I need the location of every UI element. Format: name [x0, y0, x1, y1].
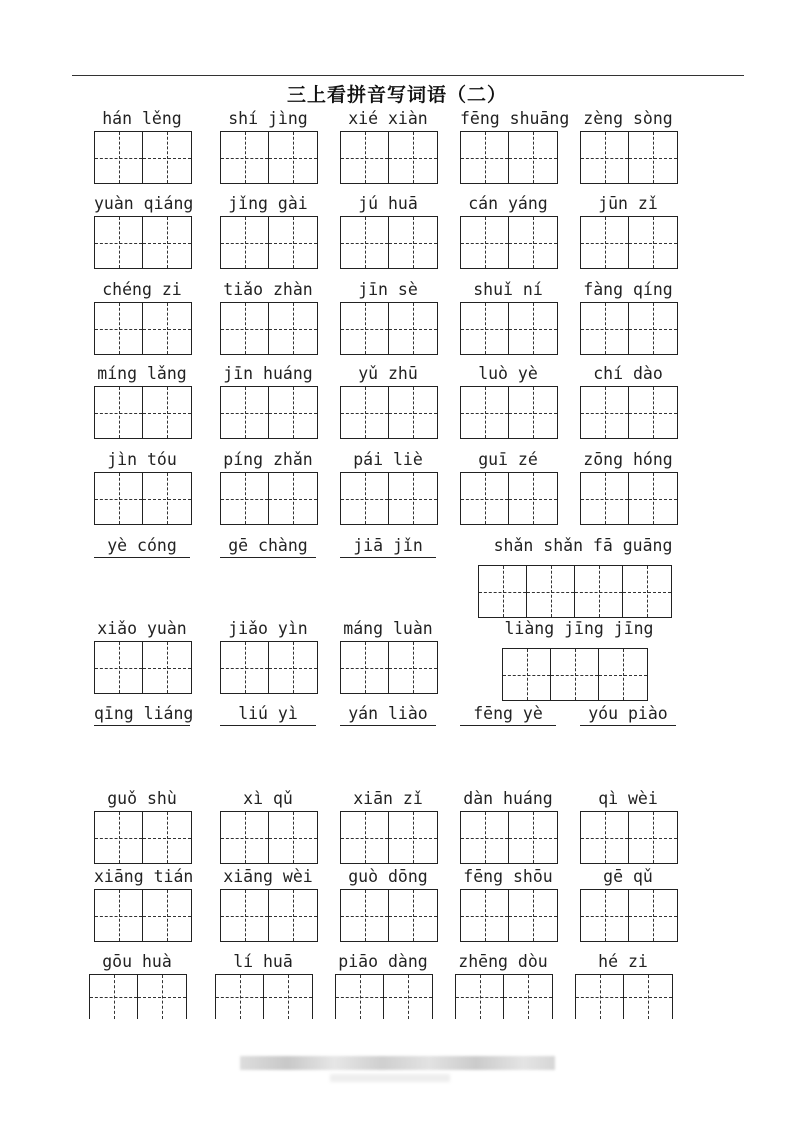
tianzige-cell[interactable] — [143, 132, 191, 183]
pinyin-label: míng lǎng — [97, 364, 187, 383]
pinyin-label: luò yè — [478, 364, 538, 383]
pinyin-label: jǐng gài — [228, 194, 308, 213]
tianzige-cell[interactable] — [389, 387, 437, 438]
writing-grid[interactable] — [94, 889, 192, 942]
writing-grid[interactable] — [215, 974, 313, 1019]
tianzige-cell[interactable] — [629, 890, 677, 941]
pinyin-label: jú huā — [358, 194, 418, 213]
tianzige-cell[interactable] — [269, 890, 317, 941]
pinyin-label: tiǎo zhàn — [223, 280, 313, 299]
pinyin-label: liàng jīng jīng — [504, 619, 654, 638]
tianzige-cell[interactable] — [341, 217, 389, 268]
writing-grid[interactable] — [220, 641, 318, 694]
tianzige-cell[interactable] — [461, 473, 509, 524]
tianzige-cell[interactable] — [341, 473, 389, 524]
tianzige-cell[interactable] — [624, 975, 672, 1019]
tianzige-cell[interactable] — [95, 132, 143, 183]
answer-underline[interactable] — [580, 725, 676, 726]
pinyin-label: hé zi — [598, 952, 648, 971]
tianzige-cell[interactable] — [221, 812, 269, 863]
tianzige-cell[interactable] — [581, 217, 629, 268]
pinyin-label: zōng hóng — [583, 450, 673, 469]
tianzige-cell[interactable] — [599, 649, 647, 700]
pinyin-label: shǎn shǎn fā guāng — [493, 536, 673, 555]
tianzige-cell[interactable] — [581, 132, 629, 183]
answer-underline[interactable] — [94, 557, 190, 558]
writing-grid[interactable] — [94, 131, 192, 184]
pinyin-label: jiā jǐn — [353, 536, 423, 555]
tianzige-cell[interactable] — [389, 473, 437, 524]
pinyin-label: guò dōng — [348, 867, 428, 886]
tianzige-cell[interactable] — [269, 303, 317, 354]
tianzige-cell[interactable] — [461, 812, 509, 863]
pinyin-label: guǒ shù — [107, 789, 177, 808]
tianzige-cell[interactable] — [509, 387, 557, 438]
pinyin-label: chí dào — [593, 364, 663, 383]
writing-grid[interactable] — [340, 386, 438, 439]
tianzige-cell[interactable] — [143, 473, 191, 524]
pinyin-label: hán lěng — [102, 109, 182, 128]
tianzige-cell[interactable] — [389, 890, 437, 941]
pinyin-label: qì wèi — [598, 789, 658, 808]
tianzige-cell[interactable] — [461, 387, 509, 438]
tianzige-cell[interactable] — [527, 566, 575, 617]
pinyin-label: shí jìng — [228, 109, 308, 128]
writing-grid[interactable] — [580, 216, 678, 269]
writing-grid[interactable] — [502, 648, 648, 701]
writing-grid[interactable] — [580, 386, 678, 439]
tianzige-cell[interactable] — [389, 132, 437, 183]
tianzige-cell[interactable] — [461, 132, 509, 183]
writing-grid[interactable] — [460, 811, 558, 864]
tianzige-cell[interactable] — [95, 890, 143, 941]
writing-grid[interactable] — [94, 641, 192, 694]
writing-grid[interactable] — [580, 302, 678, 355]
tianzige-cell[interactable] — [95, 473, 143, 524]
writing-grid[interactable] — [220, 472, 318, 525]
tianzige-cell[interactable] — [269, 812, 317, 863]
pinyin-label: jiǎo yìn — [228, 619, 308, 638]
writing-grid[interactable] — [220, 216, 318, 269]
pinyin-label: lí huā — [233, 952, 293, 971]
header-rule — [72, 75, 744, 76]
pinyin-label: fàng qíng — [583, 280, 673, 299]
tianzige-cell[interactable] — [341, 132, 389, 183]
tianzige-cell[interactable] — [461, 303, 509, 354]
writing-grid[interactable] — [340, 131, 438, 184]
tianzige-cell[interactable] — [90, 975, 138, 1019]
pinyin-label: fēng yè — [473, 704, 543, 723]
writing-grid[interactable] — [220, 302, 318, 355]
tianzige-cell[interactable] — [581, 890, 629, 941]
tianzige-cell[interactable] — [95, 217, 143, 268]
pinyin-label: xiāng wèi — [223, 867, 313, 886]
writing-grid[interactable] — [220, 386, 318, 439]
tianzige-cell[interactable] — [143, 217, 191, 268]
tianzige-cell[interactable] — [269, 642, 317, 693]
tianzige-cell[interactable] — [138, 975, 186, 1019]
tianzige-cell[interactable] — [221, 387, 269, 438]
tianzige-cell[interactable] — [504, 975, 552, 1019]
tianzige-cell[interactable] — [509, 812, 557, 863]
pinyin-label: zhēng dòu — [458, 952, 548, 971]
tianzige-cell[interactable] — [509, 217, 557, 268]
tianzige-cell[interactable] — [221, 303, 269, 354]
tianzige-cell[interactable] — [341, 890, 389, 941]
tianzige-cell[interactable] — [269, 132, 317, 183]
writing-grid[interactable] — [460, 472, 558, 525]
writing-grid[interactable] — [340, 811, 438, 864]
pinyin-label: shuǐ ní — [473, 280, 543, 299]
pinyin-label: yóu piào — [588, 704, 668, 723]
tianzige-cell[interactable] — [551, 649, 599, 700]
pinyin-label: jīn sè — [358, 280, 418, 299]
tianzige-cell[interactable] — [221, 890, 269, 941]
answer-underline[interactable] — [94, 725, 190, 726]
tianzige-cell[interactable] — [389, 642, 437, 693]
pinyin-label: qīng liáng — [94, 704, 194, 723]
tianzige-cell[interactable] — [221, 132, 269, 183]
tianzige-cell[interactable] — [629, 217, 677, 268]
tianzige-cell[interactable] — [581, 387, 629, 438]
writing-grid[interactable] — [340, 472, 438, 525]
tianzige-cell[interactable] — [461, 890, 509, 941]
writing-grid[interactable] — [220, 131, 318, 184]
tianzige-cell[interactable] — [389, 217, 437, 268]
tianzige-cell[interactable] — [629, 812, 677, 863]
writing-grid[interactable] — [94, 472, 192, 525]
tianzige-cell[interactable] — [269, 473, 317, 524]
pinyin-label: yè cóng — [107, 536, 177, 555]
pinyin-label: fēng shōu — [463, 867, 553, 886]
tianzige-cell[interactable] — [509, 132, 557, 183]
pinyin-label: piāo dàng — [338, 952, 428, 971]
tianzige-cell[interactable] — [389, 303, 437, 354]
pinyin-label: xiān zǐ — [353, 789, 423, 808]
pinyin-label: píng zhǎn — [223, 450, 313, 469]
writing-grid[interactable] — [340, 216, 438, 269]
tianzige-cell[interactable] — [629, 132, 677, 183]
writing-grid[interactable] — [94, 811, 192, 864]
pinyin-label: fēng shuāng — [460, 109, 570, 128]
answer-underline[interactable] — [220, 557, 316, 558]
tianzige-cell[interactable] — [221, 473, 269, 524]
pinyin-label: máng luàn — [343, 619, 433, 638]
tianzige-cell[interactable] — [509, 473, 557, 524]
pinyin-label: chéng zi — [102, 280, 182, 299]
footer-watermark — [240, 1056, 555, 1070]
pinyin-label: jūn zǐ — [598, 194, 658, 213]
tianzige-cell[interactable] — [581, 812, 629, 863]
tianzige-cell[interactable] — [221, 642, 269, 693]
tianzige-cell[interactable] — [95, 387, 143, 438]
pinyin-label: yuàn qiáng — [94, 194, 194, 213]
tianzige-cell[interactable] — [341, 387, 389, 438]
tianzige-cell[interactable] — [581, 473, 629, 524]
pinyin-label: yán liào — [348, 704, 428, 723]
writing-grid[interactable] — [94, 386, 192, 439]
tianzige-cell[interactable] — [629, 303, 677, 354]
writing-grid[interactable] — [478, 565, 672, 618]
writing-grid[interactable] — [335, 974, 433, 1019]
tianzige-cell[interactable] — [384, 975, 432, 1019]
writing-grid[interactable] — [460, 131, 558, 184]
tianzige-cell[interactable] — [479, 566, 527, 617]
tianzige-cell[interactable] — [341, 812, 389, 863]
pinyin-label: jìn tóu — [107, 450, 177, 469]
answer-underline[interactable] — [460, 725, 556, 726]
writing-grid[interactable] — [340, 302, 438, 355]
tianzige-cell[interactable] — [509, 303, 557, 354]
tianzige-cell[interactable] — [216, 975, 264, 1019]
tianzige-cell[interactable] — [143, 890, 191, 941]
answer-underline[interactable] — [340, 557, 436, 558]
pinyin-label: guī zé — [478, 450, 538, 469]
pinyin-label: xì qǔ — [243, 789, 293, 808]
writing-grid[interactable] — [220, 811, 318, 864]
writing-grid[interactable] — [580, 131, 678, 184]
pinyin-label: gē qǔ — [603, 867, 653, 886]
tianzige-cell[interactable] — [509, 890, 557, 941]
tianzige-cell[interactable] — [221, 217, 269, 268]
pinyin-label: xiǎo yuàn — [97, 619, 187, 638]
tianzige-cell[interactable] — [143, 642, 191, 693]
tianzige-cell[interactable] — [269, 387, 317, 438]
tianzige-cell[interactable] — [143, 812, 191, 863]
pinyin-label: pái liè — [353, 450, 423, 469]
tianzige-cell[interactable] — [264, 975, 312, 1019]
tianzige-cell[interactable] — [341, 303, 389, 354]
writing-grid[interactable] — [460, 302, 558, 355]
tianzige-cell[interactable] — [341, 642, 389, 693]
writing-grid[interactable] — [580, 811, 678, 864]
writing-grid[interactable] — [580, 889, 678, 942]
tianzige-cell[interactable] — [581, 303, 629, 354]
tianzige-cell[interactable] — [461, 217, 509, 268]
writing-grid[interactable] — [340, 889, 438, 942]
writing-grid[interactable] — [580, 472, 678, 525]
pinyin-label: yǔ zhū — [358, 364, 418, 383]
writing-grid[interactable] — [94, 302, 192, 355]
answer-underline[interactable] — [340, 725, 436, 726]
answer-underline[interactable] — [220, 725, 316, 726]
tianzige-cell[interactable] — [576, 975, 624, 1019]
writing-grid[interactable] — [340, 641, 438, 694]
writing-grid[interactable] — [460, 216, 558, 269]
page-title: 三上看拼音写词语（二） — [286, 84, 507, 106]
tianzige-cell[interactable] — [629, 387, 677, 438]
tianzige-cell[interactable] — [95, 642, 143, 693]
pinyin-label: xiāng tián — [94, 867, 194, 886]
tianzige-cell[interactable] — [456, 975, 504, 1019]
writing-grid[interactable] — [575, 974, 673, 1019]
pinyin-label: gōu huà — [102, 952, 172, 971]
tianzige-cell[interactable] — [143, 387, 191, 438]
tianzige-cell[interactable] — [389, 812, 437, 863]
pinyin-label: jīn huáng — [223, 364, 313, 383]
tianzige-cell[interactable] — [95, 812, 143, 863]
writing-grid[interactable] — [89, 974, 187, 1019]
pinyin-label: zèng sòng — [583, 109, 673, 128]
writing-grid[interactable] — [220, 889, 318, 942]
footer-watermark-line — [330, 1074, 450, 1082]
pinyin-label: xié xiàn — [348, 109, 428, 128]
writing-grid[interactable] — [94, 216, 192, 269]
pinyin-label: liú yì — [238, 704, 298, 723]
writing-grid[interactable] — [460, 386, 558, 439]
pinyin-label: gē chàng — [228, 536, 308, 555]
tianzige-cell[interactable] — [623, 566, 671, 617]
tianzige-cell[interactable] — [336, 975, 384, 1019]
writing-grid[interactable] — [455, 974, 553, 1019]
tianzige-cell[interactable] — [575, 566, 623, 617]
tianzige-cell[interactable] — [95, 303, 143, 354]
pinyin-label: cán yáng — [468, 194, 548, 213]
tianzige-cell[interactable] — [143, 303, 191, 354]
tianzige-cell[interactable] — [269, 217, 317, 268]
tianzige-cell[interactable] — [629, 473, 677, 524]
writing-grid[interactable] — [460, 889, 558, 942]
tianzige-cell[interactable] — [503, 649, 551, 700]
pinyin-label: dàn huáng — [463, 789, 553, 808]
